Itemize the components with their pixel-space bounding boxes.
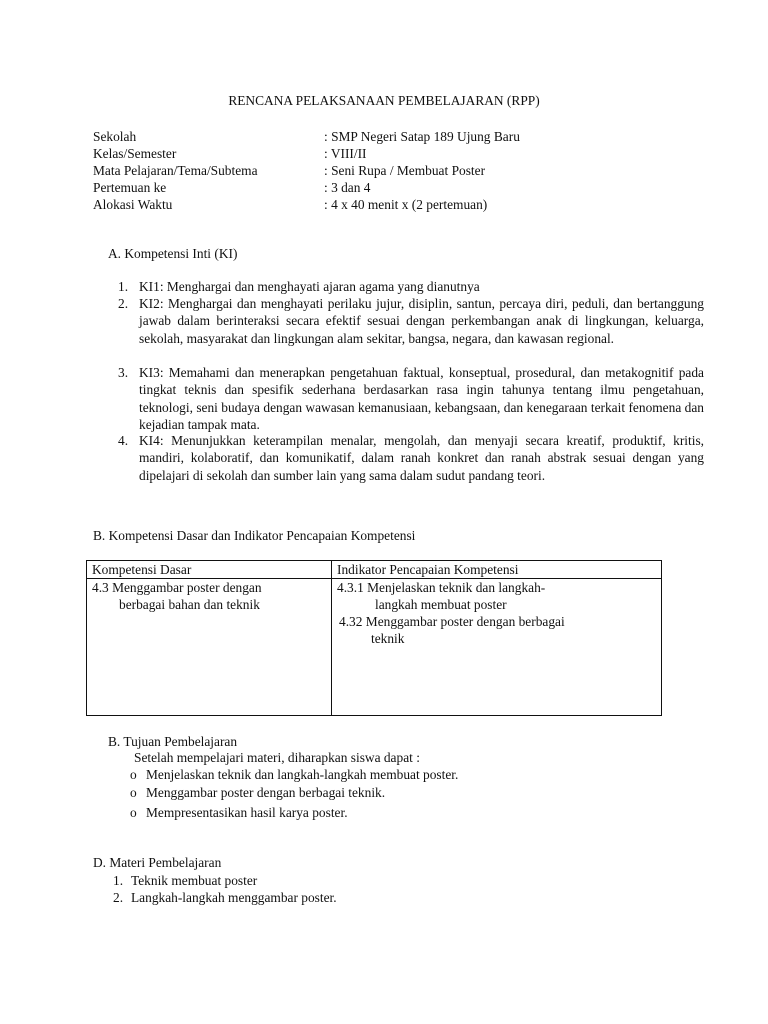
ki-text: KI4: Menunjukkan keterampilan menalar, mengolah, dan menyaji secara kreatif, produktif, kritis, mandiri, kolaboratif, dan komunikatif, dalam ranah konkret dan ranah abstrak sesuai dengan yang dipelajari di sekolah dan sumber lain yang sama dalam sudut pandang teori. [139,433,704,483]
ki-number: 4. [118,433,129,448]
ipk-line: langkah membuat poster [375,597,507,612]
table-row [87,579,662,716]
list-item: Menggambar poster dengan berbagai teknik. [146,785,386,800]
identity-value-time: : 4 x 40 menit x (2 pertemuan) [324,197,488,212]
list-item: Menjelaskan teknik dan langkah-langkah membuat poster. [146,767,459,782]
ki-text: KI2: Menghargai dan menghayati perilaku jujur, disiplin, santun, percaya diri, peduli, dan bertanggung jawab dalam berinteraksi secara efektif sesuai dengan perkembangan anak di lingkungan, keluarga, sekolah, masyarakat dan lingkungan alam sekitar, bangsa, negara, dan kawasan regional. [139,296,704,346]
bullet-icon: o [130,767,137,782]
bullet-icon: o [130,785,137,800]
identity-value-school: : SMP Negeri Satap 189 Ujung Baru [324,129,520,144]
kd-line: 4.3 Menggambar poster dengan [92,580,262,595]
ipk-line: 4.3.1 Menjelaskan teknik dan langkah- [337,580,546,595]
ki-number: 1. [118,279,129,294]
competency-table [86,560,662,716]
table-cell-kd [87,579,332,716]
section-b-heading: B. Kompetensi Dasar dan Indikator Pencapaian Kompetensi [93,528,416,543]
section-d-heading: D. Materi Pembelajaran [93,855,222,870]
identity-value-subject: : Seni Rupa / Membuat Poster [324,163,486,178]
section-a-heading: A. Kompetensi Inti (KI) [108,246,238,261]
ipk-line: teknik [371,631,405,646]
identity-label-subject: Mata Pelajaran/Tema/Subtema [93,163,258,178]
bullet-icon: o [130,805,137,820]
section-tujuan-intro: Setelah mempelajari materi, diharapkan siswa dapat : [134,750,420,765]
ki-text: KI3: Memahami dan menerapkan pengetahuan faktual, konseptual, prosedural, dan metakognitif pada tingkat teknis dan spesifik sederhana berdasarkan rasa ingin tahunya tentang ilmu pengetahuan, teknologi, seni budaya dengan wawasan kemanusiaan, kebangsaan, dan kenegaraan terkait fenomena dan kejadian tampak mata. [139,365,704,433]
ki-number: 2. [118,296,129,311]
ki-number: 3. [118,365,129,380]
list-item-number: 2. [113,890,124,905]
table-cell-ipk [332,579,662,716]
identity-label-school: Sekolah [93,129,137,144]
table-header-row [87,561,662,579]
identity-label-time: Alokasi Waktu [93,197,173,212]
identity-label-class: Kelas/Semester [93,146,177,161]
ipk-line: 4.32 Menggambar poster dengan berbagai [339,614,565,629]
list-item-number: 1. [113,873,124,888]
identity-value-class: : VIII/II [324,146,367,161]
identity-label-meeting: Pertemuan ke [93,180,167,195]
section-tujuan-heading: B. Tujuan Pembelajaran [108,734,238,749]
table-header-kd: Kompetensi Dasar [87,561,332,579]
list-item: Teknik membuat poster [131,873,258,888]
list-item: Langkah-langkah menggambar poster. [131,890,337,905]
page-title: RENCANA PELAKSANAAN PEMBELAJARAN (RPP) [228,93,540,108]
table-header-ipk: Indikator Pencapaian Kompetensi [332,561,662,579]
kd-line: berbagai bahan dan teknik [119,597,260,612]
list-item: Mempresentasikan hasil karya poster. [146,805,348,820]
identity-value-meeting: : 3 dan 4 [324,180,371,195]
ki-text: KI1: Menghargai dan menghayati ajaran agama yang dianutnya [139,279,480,294]
